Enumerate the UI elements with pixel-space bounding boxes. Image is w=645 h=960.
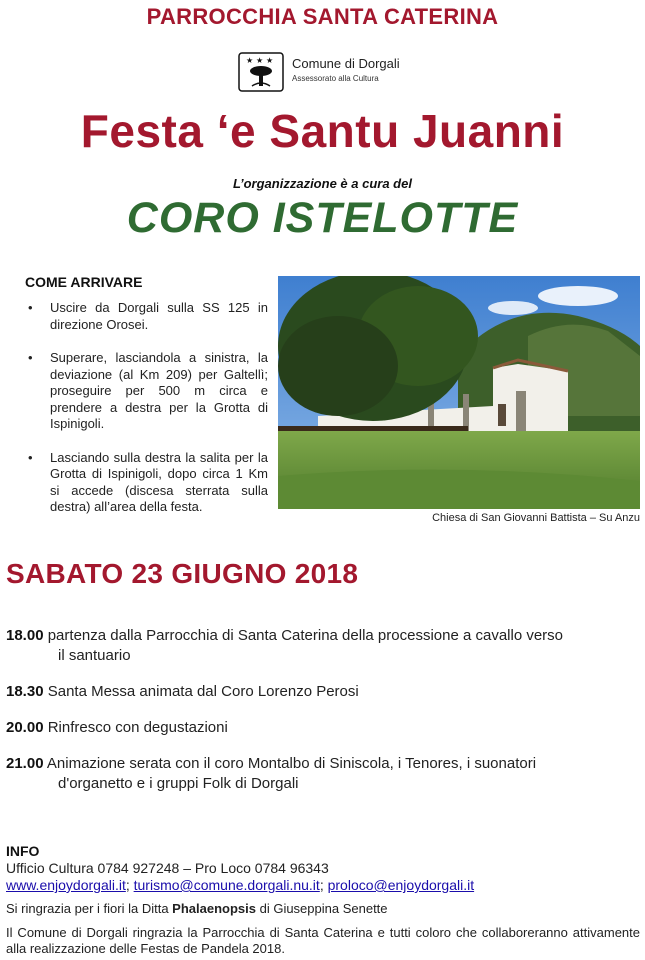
svg-text:★: ★ xyxy=(246,56,254,65)
coro-title: CORO ISTELOTTE xyxy=(126,194,519,242)
turismo-email-link[interactable]: turismo@comune.dorgali.nu.it xyxy=(133,877,320,893)
event-description: Rinfresco con degustazioni xyxy=(47,719,228,736)
program-list xyxy=(6,626,636,810)
event-time: 21.00 xyxy=(6,755,44,772)
comune-department: Assessorato alla Cultura xyxy=(292,74,379,83)
program-row xyxy=(6,718,636,738)
comune-name: Comune di Dorgali xyxy=(292,56,400,71)
directions-title: COME ARRIVARE xyxy=(25,274,143,290)
comune-logo xyxy=(238,50,438,94)
parish-title: PARROCCHIA SANTA CATERINA xyxy=(146,4,499,29)
directions-list xyxy=(28,300,268,533)
program-row xyxy=(6,626,636,666)
list-item: • Lasciando sulla destra la salita per la Grotta di Ispinigoli, dopo circa 1 Km si accede (discesa sterrata sulla destra) all’area della festa. xyxy=(28,449,268,514)
bullet-icon: • xyxy=(28,449,33,465)
info-title: INFO xyxy=(6,843,40,859)
website-link[interactable]: www.enjoydorgali.it xyxy=(6,877,126,893)
festa-title: Festa ‘e Santu Juanni xyxy=(80,105,565,157)
thanks-line: Si ringrazia per i fiori la Ditta Phalaenopsis di Giuseppina Senette xyxy=(6,901,388,916)
church-photo xyxy=(278,276,640,509)
list-item: • Uscire da Dorgali sulla SS 125 in direzione Orosei. xyxy=(28,300,268,332)
comune-crest-icon xyxy=(238,52,284,92)
event-description: Animazione serata con il coro Montalbo di Siniscola, i Tenores, i suonatori xyxy=(46,755,537,772)
event-description: partenza dalla Parrocchia di Santa Caterina della processione a cavallo verso xyxy=(47,627,564,644)
event-description-cont: d'organetto e i gruppi Folk di Dorgali xyxy=(58,775,299,792)
proloco-email-link[interactable]: proloco@enjoydorgali.it xyxy=(327,877,475,893)
program-row xyxy=(6,754,636,794)
info-links: www.enjoydorgali.it; turismo@comune.dorgali.nu.it; proloco@enjoydorgali.it xyxy=(6,877,475,893)
event-description-cont: il santuario xyxy=(58,647,131,664)
event-description: Santa Messa animata dal Coro Lorenzo Perosi xyxy=(47,683,359,700)
sponsor-name: Phalaenopsis xyxy=(172,901,256,916)
event-time: 20.00 xyxy=(6,719,44,736)
bullet-icon: • xyxy=(28,300,33,315)
bullet-icon: • xyxy=(28,350,33,365)
program-row xyxy=(6,682,636,702)
organization-line: L’organizzazione è a cura del xyxy=(233,176,412,191)
list-item: • Superare, lasciandola a sinistra, la deviazione (al Km 209) per Galtellì; proseguire per 500 m circa e prendere a destra per la Grotta di Ispinigoli. xyxy=(28,350,268,431)
event-date: SABATO 23 GIUGNO 2018 xyxy=(6,558,359,589)
event-time: 18.30 xyxy=(6,683,44,700)
closing-note: Il Comune di Dorgali ringrazia la Parrocchia di Santa Caterina e tutti coloro che collaboreranno attivamente alla realizzazione delle Festas de Pandela 2018. xyxy=(6,925,640,956)
svg-text:★: ★ xyxy=(266,56,274,65)
photo-caption: Chiesa di San Giovanni Battista – Su Anzu xyxy=(432,512,640,524)
info-phones: Ufficio Cultura 0784 927248 – Pro Loco 0784 96343 xyxy=(6,860,329,876)
svg-text:★: ★ xyxy=(256,56,264,65)
event-time: 18.00 xyxy=(6,627,44,644)
